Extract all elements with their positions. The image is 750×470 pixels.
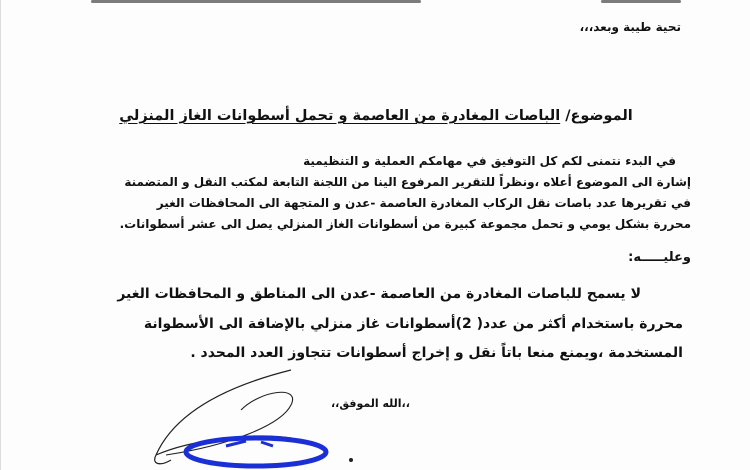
- body-line: محررة بشكل يومي و تحمل مجموعة كبيرة من أسطوانات الغاز المنزلي يصل الى عشر أسطوانات.: [119, 217, 691, 231]
- decision-line: لا يسمح للباصات المغادرة من العاصمة -عدن الى المناطق و المحافظات الغير: [117, 286, 641, 302]
- stamp-mark: [226, 441, 273, 446]
- body-line: إشارة الى الموضوع أعلاه ،ونظراً للتقرير المرفوع الينا من اللجنة التابعة لمكتب النقل و المتضمنة: [124, 175, 691, 189]
- closing: ،،الله الموفق،،: [331, 397, 410, 410]
- signature: [155, 370, 291, 464]
- body-line: في البدء نتمنى لكم كل التوفيق في مهامكم العملية و التنظيمية: [303, 154, 676, 168]
- body-line: في تقريرها عدد باصات نقل الركاب المغادرة العاصمة -عدن و المتجهة الى المحافظات الغير: [156, 196, 691, 210]
- decision-line: محررة باستخدام أكثر من عدد( 2)أسطوانات غاز منزلي بالإضافة الى الأسطوانة: [143, 316, 683, 332]
- subject-label: الموضوع/: [565, 108, 633, 124]
- decision-line: المستخدمة ،ويمنع منعا باتاً نقل و إخراج أسطوانات تتجاوز العدد المحدد .: [190, 345, 683, 361]
- ink-dot: [349, 458, 353, 462]
- subject-text: الباصات المغادرة من العاصمة و تحمل أسطوانات الغاز المنزلي: [119, 108, 561, 124]
- stamp: [186, 438, 326, 466]
- therefore-label: وعليـــــه:: [628, 250, 691, 265]
- signature-and-stamp: [1, 0, 750, 470]
- greeting: تحية طيبة وبعد،،،: [579, 20, 681, 34]
